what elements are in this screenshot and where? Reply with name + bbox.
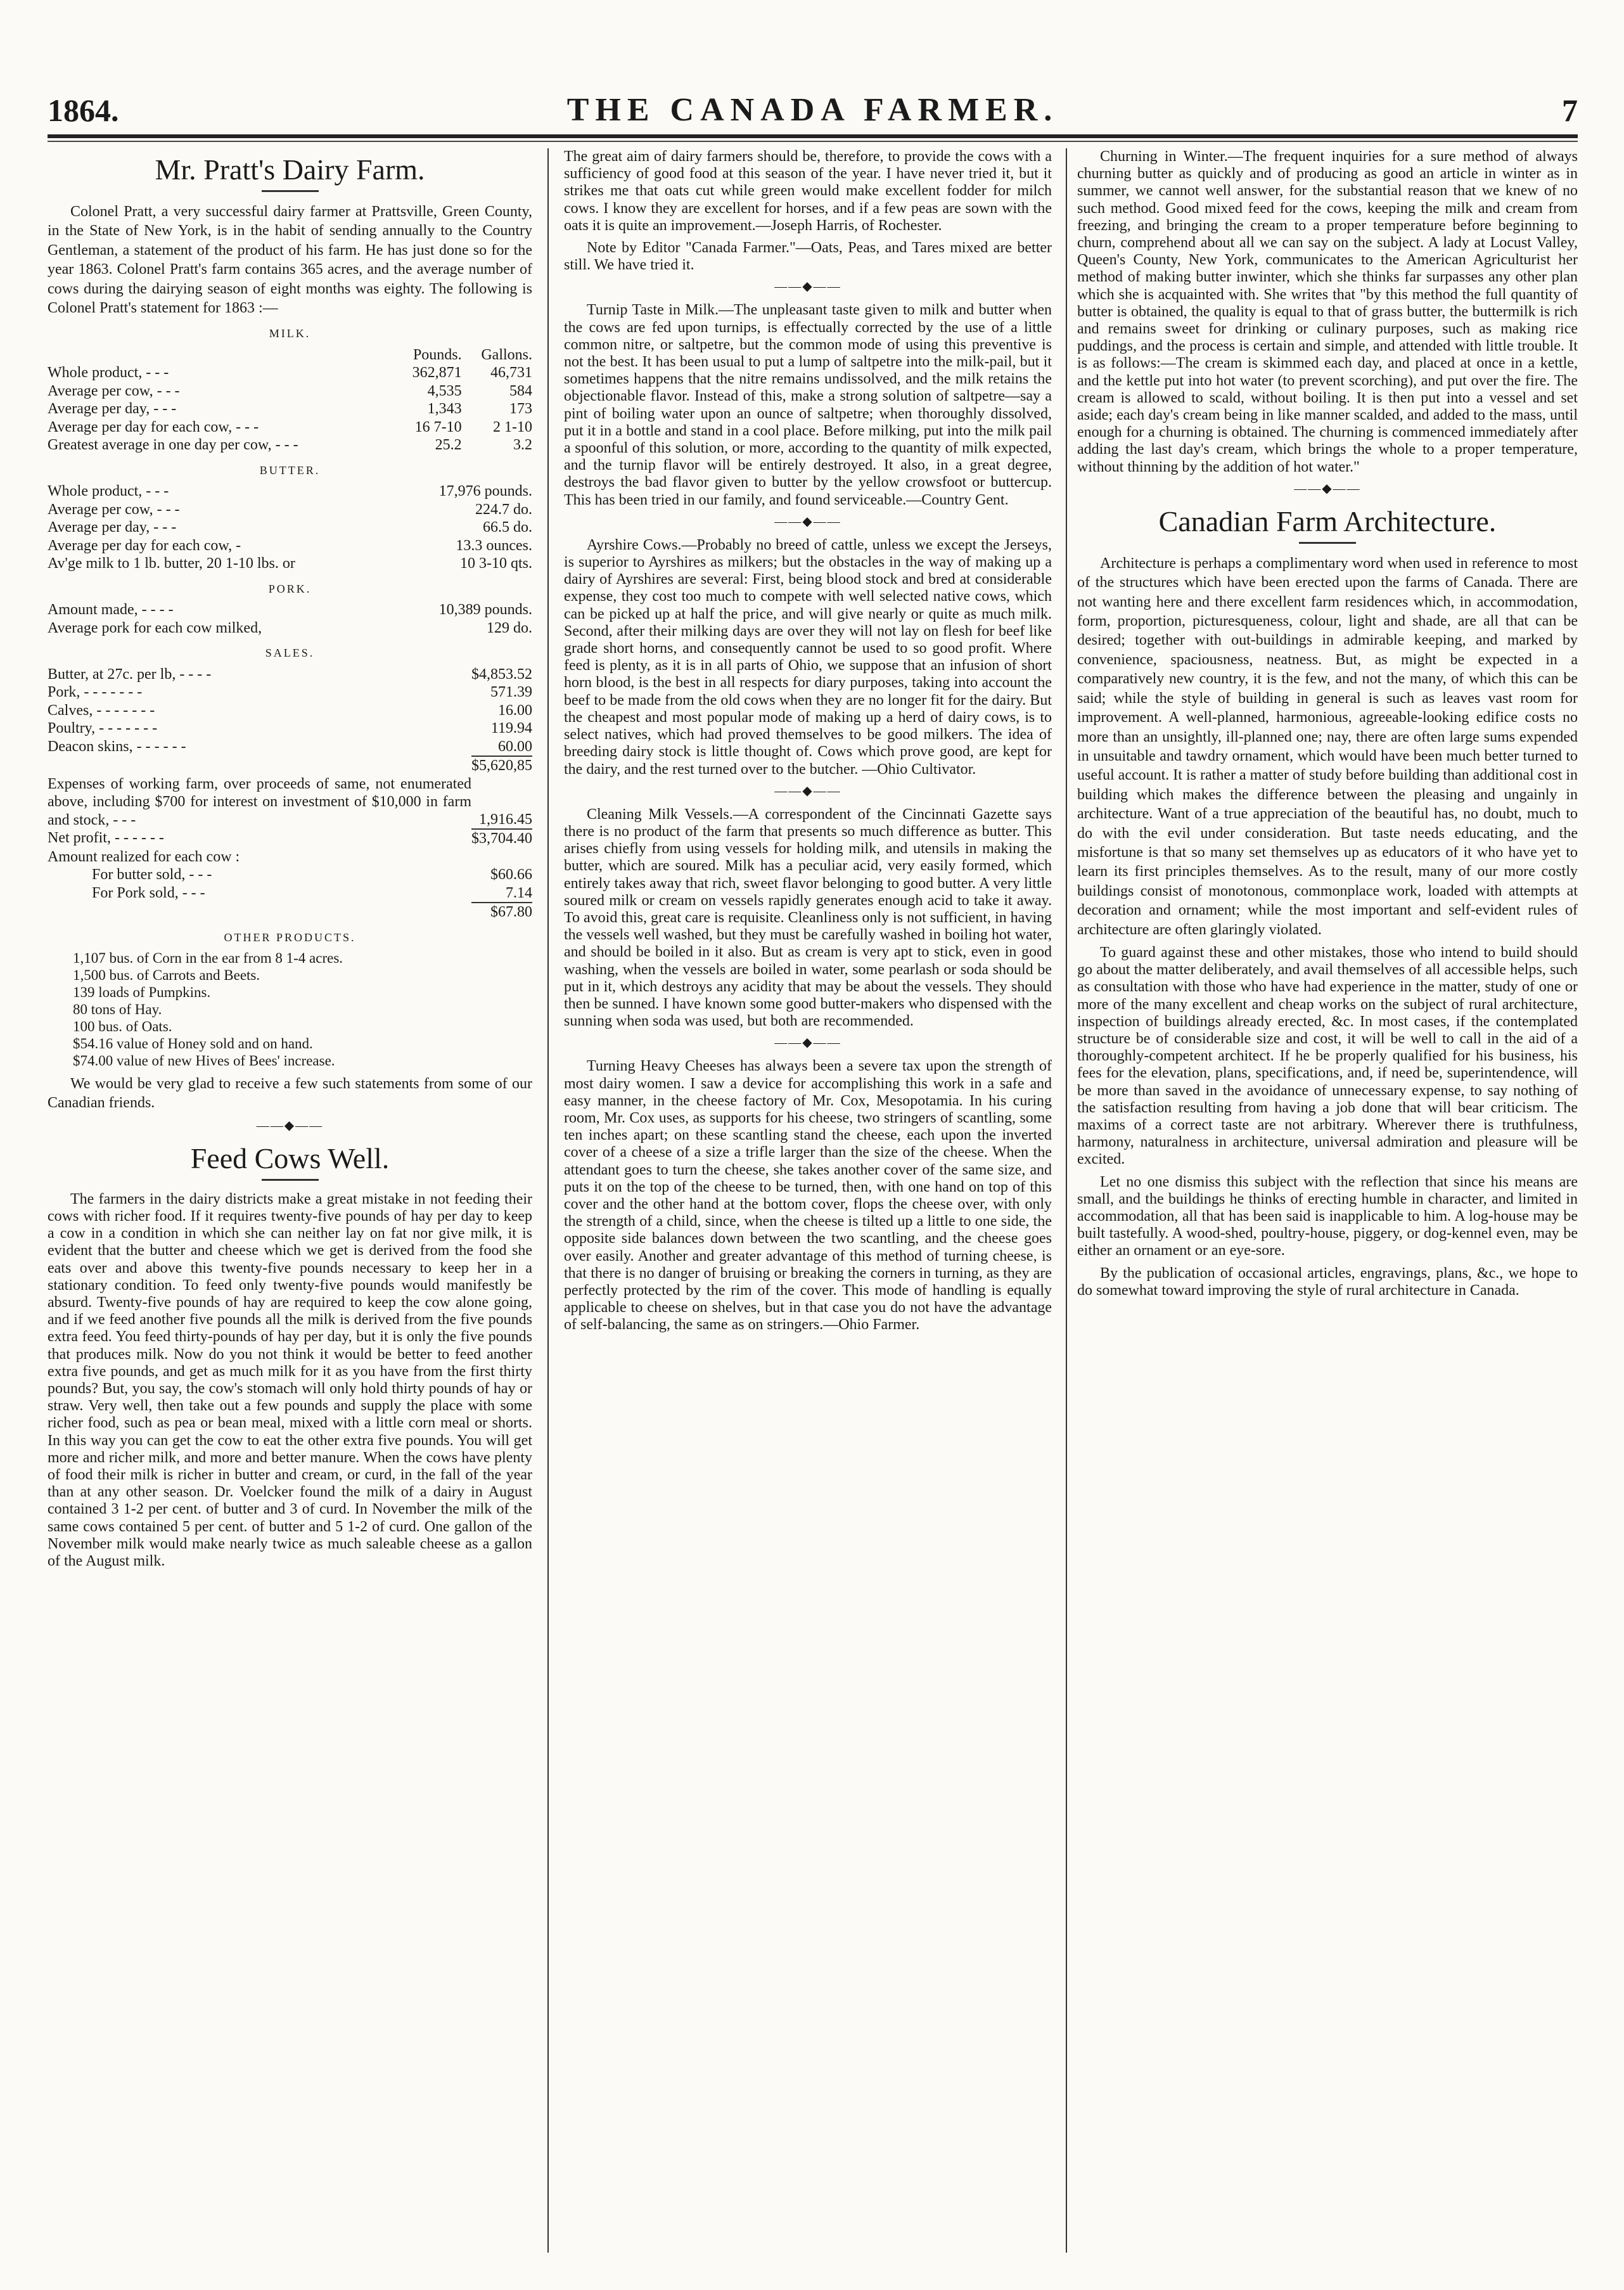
architecture-paragraph: By the publication of occasional articles, engravings, plans, &c., we hope to do somewhat toward improving the style of rural architecture in Canada. <box>1077 1264 1578 1299</box>
row-value: 60.00 <box>498 738 532 755</box>
table-row <box>48 702 532 720</box>
section-ornament: ——◆—— <box>1294 481 1361 496</box>
sales-total-row <box>48 756 532 775</box>
row-label: Butter, at 27c. per lb, - - - - <box>48 666 212 683</box>
row-value: 10,389 pounds. <box>438 601 532 619</box>
column-2 <box>564 148 1052 2253</box>
article-title-architecture: Canadian Farm Architecture. <box>1158 505 1497 537</box>
newspaper-title: THE CANADA FARMER. <box>566 92 1059 128</box>
section-ornament: ——◆—— <box>774 1036 841 1050</box>
table-row <box>48 738 532 757</box>
row-label: Av'ge milk to 1 lb. butter, 20 1-10 lbs. or <box>48 555 295 572</box>
row-value: $4,853.52 <box>471 666 532 683</box>
row-label: Deacon skins, - - - - - - <box>48 738 186 755</box>
row-gallons: 173 <box>509 401 532 418</box>
ayrshire-text: Ayrshire Cows.—Probably no breed of cattle, unless we except the Jerseys, is superior to Ayrshires as milkers; but the obstacles in the way of making up a dairy of Ayrshires are several: First, being blood stock and bred at considerable expense, they cost too much to compete with well selected native cows, which can be picked up at half the price, and will give nearly or quite as much milk. Second, after their milking days are over they will not lay on flesh for beef like grade short horns, and consequently cannot be used to so good profit. Where feed is plenty, as it is in all parts of Ohio, we suppose that an infusion of short horn blood, is the best in all respects for diary purposes, taking into account the beef to be made from the old cows when they are no longer fit for the dairy. But the cheapest and most popular mode of making up a herd of dairy cows, is to select natives, which had proved themselves to be good milkers. The idea of breeding dairy stock is little thought of. Cows which prove good, are kept for the dairy, and the rest turned over to the butcher. —Ohio Cultivator. <box>564 536 1052 778</box>
sales-table <box>48 666 532 922</box>
cleaning-text: Cleaning Milk Vessels.—A correspondent of the Cincinnati Gazette says there is no product of the farm that presents so much difference as butter. This arises chiefly from using vessels for holding milk, and utensils in making the butter, which are soured. Milk has a peculiar acid, very easily formed, which entirely takes away that rich, sweet flavor belonging to good butter. A very little soured milk or cream on vessels rapidly generates enough acid to take it away. To avoid this, great care is requisite. Cleanliness only is not sufficient, in having the vessels well washed, but they must be carefully washed in boiling hot water, and should be boiled in it also. But as cream is very apt to stick, even in good washing, when the vessels are boiled in water, some pearlash or soda should be put in it, which destroys any acidity that may be about the vessels. They should then be sunned. I have known some good butter-makers who dispensed with the sunning when soda was used, but both are recommended. <box>564 806 1052 1030</box>
row-label: Whole product, - - - <box>48 483 169 500</box>
architecture-paragraph: Let no one dismiss this subject with the reflection that since his means are small, and the buildings he thinks of erecting humble in character, and limited in accommodation, all that has been said is inapplicable to him. A log-house may be built tastefully. A wood-shed, poultry-house, piggery, or dog-kennel even, may be either an ornament or an eye-sore. <box>1077 1173 1578 1259</box>
row-value: 66.5 do. <box>483 519 532 536</box>
table-row <box>48 400 532 418</box>
row-value: 224.7 do. <box>475 501 532 518</box>
list-item: 80 tons of Hay. <box>73 1001 162 1017</box>
feed-text: The farmers in the dairy districts make a great mistake in not feeding their cows with richer food. If it requires twenty-five pounds of hay per day to keep a cow in a condition in which she can neither lay on fat nor give milk, it is evident that the butter and cheese which we get is derived from the food she eats over and above this twenty-five pounds necessary to keep her in a stationary condition. To feed only twenty-five pounds would manifestly be absurd. Twenty-five pounds of hay are required to keep the cow alone going, and if we feed another five pounds all the milk is derived from the five pounds extra feed. You feed thirty-pounds of hay per day, but it is only the five pounds that produces milk. Now do you not think it would be better to feed another extra five pounds, and get as much milk for it as you have from the first thirty pounds? But, you say, the cow's stomach will only hold thirty pounds of hay or straw. Very well, then take out a few pounds and supply the place with some richer food, such as pea or bean meal, mixed with a little corn meal or shorts. In this way you can get the cow to eat the other extra five pounds. You will get more and richer milk, and more and better manure. When the cows have plenty of food their milk is richer in butter and cream, or curd, in the fall of the year than at any other season. Dr. Voelcker found the milk of a dairy in August contained 3 1-2 per cent. of butter and 3 of curd. In November the milk of the same cows contained 5 per cent. of butter and 5 1-2 of curd. One gallon of the November milk would make nearly twice as much saleable cheese as a gallon of the August milk. <box>48 1190 532 1570</box>
turnip-text: Turnip Taste in Milk.—The unpleasant taste given to milk and butter when the cows are fed upon turnips, is effectually corrected by the use of a little common nitre, or saltpetre, but the common mode of using this preventive is not the best. It has been usual to put a lump of saltpetre into the milk-pail, but it sometimes happens that the nitre remains undissolved, and the milk retains the objectionable flavor. Instead of this, make a strong solution of saltpetre—say a pint of boiling water upon an ounce of saltpetre; when thoroughly dissolved, put it in a bottle and stand in a cool place. Before milking, put into the milk pail a spoonful of this solution, or more, according to the quantity of milk expected, and the turnip flavor will be entirely destroyed. It also, in a great degree, destroys the bad flavor given to butter by the yellow crowsfoot or buttercup. This has been tried in our family, and found serviceable.—Country Gent. <box>564 302 1052 508</box>
list-item: $74.00 value of new Hives of Bees' increase. <box>73 1052 335 1069</box>
feed-continued: The great aim of dairy farmers should be, therefore, to provide the cows with a sufficiency of good food at this season of the year. I have never tried it, but it strikes me that oats cut while green would make excellent fodder for milch cows. I know they are excellent for horses, and if a few peas are sown with the oats it is quite an improvement.—Joseph Harris, of Rochester. <box>564 148 1052 234</box>
col-header-gallons: Gallons. <box>481 346 532 363</box>
row-label: For butter sold, - - - <box>92 866 212 884</box>
table-row <box>48 666 532 684</box>
other-products-heading: OTHER PRODUCTS. <box>224 930 356 944</box>
cheeses-text: Turning Heavy Cheeses has always been a severe tax upon the strength of most dairy women. I saw a device for accomplishing this work in a safe and easy manner, in the cheese factory of Mr. Cox, Mesopotamia. In his curing room, Mr. Cox uses, as supports for his cheese, two stringers of scantling, some ten inches apart; on these scantling stand the cheese, each upon the inverted cover of a cheese of a size a trifle larger than the size of the cheese. When the attendant goes to turn the cheese, she takes another cover of the same size, and puts it on the top of the cheese to be turned, then, with one hand on top of this cover and the other hand at the bottom cover, flops the cheese over, with only the strength of a child, since, when the cheese is tilted up a little to one side, the opposite side balances down between the two scantling, and the cheese goes over easily. Another and greater advantage of this method of turning cheese, is that there is no danger of bruising or breaking the corners in turning, as they are perfectly protected by the rim of the cover. This mode of handling is equally applicable to cheese on shelves, but in that case you do not have the advantage of self-balancing, the same as on stringers.—Ohio Farmer. <box>564 1058 1052 1334</box>
row-value: 10 3-10 qts. <box>460 555 532 572</box>
row-label: Poultry, - - - - - - - <box>48 720 158 737</box>
row-pounds: 16 7-10 <box>414 418 462 435</box>
row-gallons: 3.2 <box>513 437 532 454</box>
list-item: 139 loads of Pumpkins. <box>73 984 211 1000</box>
row-label: Average per day, - - - <box>48 401 177 418</box>
row-label: Pork, - - - - - - - <box>48 684 143 701</box>
row-gallons: 584 <box>509 382 532 399</box>
table-row <box>48 866 532 884</box>
row-label: Average per cow, - - - <box>48 382 180 399</box>
churning-text: Churning in Winter.—The frequent inquiries for a sure method of always churning butter as quickly and of producing as good an article in winter as in summer, we cannot well answer, for the substantial reason that we knew of no such method. Good mixed feed for the cows, keeping the milk and cream from freezing, and bringing the cream to a proper temperature before beginning to churn, comprehend about all we can say on the subject. A lady at Locust Valley, Queen's County, New York, communicates to the American Agriculturist her method of making butter inwinter, which she thinks far surpasses any other plan which she is acquainted with. She writes that "by this method the full quantity of butter is obtained, the quality is equal to that of grass butter, the buttermilk is rich and remains sweet for drinking or culinary purposes, such as making rice puddings, and the process is certain and simple, and attended with little trouble. It is as follows:—The cream is skimmed each day, and placed at once in a kettle, and the kettle put into hot water (to prevent scorching), and put over the fire. The cream is allowed to scald, without boiling. It is then put into a vessel and set aside; each day's cream being in like manner scalded, and added to the mass, until enough for a churning is obtained. The churning is commenced immediately after adding the last day's cream, which brings the whole to a proper temperature, without thinning by the addition of hot water." <box>1077 148 1578 475</box>
table-row <box>48 418 532 437</box>
list-item: 1,500 bus. of Carrots and Beets. <box>73 967 260 983</box>
table-row <box>48 555 532 573</box>
per-cow-total: $67.80 <box>471 903 532 922</box>
per-cow-label-row <box>48 848 532 866</box>
sales-total: $5,620,85 <box>471 757 532 775</box>
title-rule <box>1299 542 1356 544</box>
row-label: Calves, - - - - - - - <box>48 702 155 719</box>
row-label: Greatest average in one day per cow, - - - <box>48 437 298 454</box>
row-gallons: 46,731 <box>490 364 532 382</box>
row-pounds: 1,343 <box>427 401 462 418</box>
row-value: 1,916.45 <box>479 811 532 828</box>
row-label: Net profit, - - - - - - <box>48 830 164 847</box>
row-value: 13.3 ounces. <box>456 537 532 554</box>
other-products-list <box>73 949 532 1069</box>
architecture-paragraph: Architecture is perhaps a complimentary word when used in reference to most of the structures which have been erected upon the farms of Canada. There are not wanting here and there excellent farm residences which, in accommodation, form, proportion, picturesqueness, colour, light and shade, are all that can be desired; together with out-buildings in admirable keeping, and marked by convenience, spaciousness, neatness. But, as might be expected in a comparatively new country, it is the few, and not the many, of which this can be said; while the style of building in general is such as leaves vast room for improvement. A well-planned, harmonious, agreeable-looking edifice costs no more than an unsightly, ill-planned one; nay, there are often large sums expended in unsuitable and tawdry ornament, which would have been much better turned to useful account. It is rather a matter of study before building than additional cost in building which makes the difference between the pleasing and ungainly in architecture. Want of a true appreciation of the beautiful has, no doubt, much to do with the evil under consideration. But taste needs educating, and the misfortune is that so many set themselves up as educators of it who have yet to learn its first principles themselves. As to the result, many of our more costly buildings consist of monotonous, commonplace work, loaded with attempts at decoration and ornament; while the most important and self-evident rules of architecture are often glaringly violated. <box>1077 555 1578 938</box>
article-title-pratt: Mr. Pratt's Dairy Farm. <box>155 153 425 186</box>
milk-table <box>48 346 532 454</box>
row-pounds: 25.2 <box>435 437 462 454</box>
table-row <box>48 537 532 555</box>
table-row <box>48 884 532 903</box>
row-label: Expenses of working farm, over proceeds of same, not enumerated above, including $700 for interest on investment of $10,000 in farm and stock, - - - <box>48 775 471 828</box>
row-label: Average per cow, - - - <box>48 501 180 518</box>
section-ornament: ——◆—— <box>774 783 841 798</box>
net-profit-row <box>48 829 532 848</box>
per-cow-total-row <box>48 903 532 922</box>
row-label: Average per day, - - - <box>48 519 177 536</box>
editor-note: Note by Editor "Canada Farmer."—Oats, Peas, and Tares mixed are better still. We have tried it. <box>564 240 1052 274</box>
section-ornament: ——◆—— <box>774 514 841 529</box>
row-label: For Pork sold, - - - <box>92 884 205 901</box>
table-row <box>48 719 532 738</box>
table-row <box>48 436 532 454</box>
row-label: Amount realized for each cow : <box>48 848 240 865</box>
list-item: 100 bus. of Oats. <box>73 1018 172 1034</box>
pork-table <box>48 601 532 637</box>
row-label: Average per day for each cow, - <box>48 537 241 554</box>
sales-heading: SALES. <box>265 646 315 660</box>
butter-table <box>48 482 532 573</box>
row-label: Amount made, - - - - <box>48 601 174 619</box>
section-ornament: ——◆—— <box>774 280 841 294</box>
row-value: 7.14 <box>506 884 532 901</box>
column-3 <box>1077 148 1578 2253</box>
table-row <box>48 601 532 619</box>
row-label: Average pork for each cow milked, <box>48 619 262 636</box>
table-row <box>48 382 532 401</box>
masthead <box>48 87 1578 133</box>
architecture-paragraph: To guard against these and other mistakes, those who intend to build should go about the matter deliberately, and avail themselves of all accessible helps, such as consultation with those who have had experience in the matter, study of one or more of the many excellent and cheap works on the subject of rural architecture, inspection of buildings already erected, &c. In most cases, if the contemplated structure be of considerable size and cost, it will be well to call in the aid of a thoroughly-competent architect. If he be properly qualified for his business, his fees for the elevation, plans, specifications, and, if need be, superintendence, will be more than saved in the avoidance of unnecessary expense, to say nothing of the satisfaction resulting from having a job done that will bear criticism. The maxims of a correct taste are not arbitrary. Wherever there is truthfulness, harmony, naturalness in architecture, universal admiration and pleasure will be excited. <box>1077 944 1578 1168</box>
masthead-rule-thin <box>48 141 1578 142</box>
row-pounds: 362,871 <box>412 364 462 382</box>
butter-heading: BUTTER. <box>259 463 321 477</box>
column-divider <box>547 148 549 2253</box>
row-value: 16.00 <box>498 702 532 719</box>
pratt-intro: Colonel Pratt, a very successful dairy farmer at Prattsville, Green County, in the State of New York, is in the habit of sending annually to the Country Gentleman, a statement of the product of his farm. He has just done so for the year 1863. Colonel Pratt's farm contains 365 acres, and the average number of cows during the dairying season of eight months was eighty. The following is Colonel Pratt's statement for 1863 :— <box>48 203 532 317</box>
table-row <box>48 518 532 537</box>
expenses-row <box>48 775 532 830</box>
row-gallons: 2 1-10 <box>493 418 532 435</box>
page-number: 7 <box>1562 93 1578 128</box>
table-row <box>48 683 532 702</box>
row-value: $60.66 <box>490 866 532 884</box>
table-header-row <box>48 346 532 364</box>
list-item: $54.16 value of Honey sold and on hand. <box>73 1035 313 1052</box>
row-label: Whole product, - - - <box>48 364 169 382</box>
column-1 <box>48 148 532 2253</box>
list-item: 1,107 bus. of Corn in the ear from 8 1-4 acres. <box>73 949 343 966</box>
row-value: 129 do. <box>487 619 532 636</box>
pork-heading: PORK. <box>268 582 312 595</box>
row-value: $3,704.40 <box>471 830 532 847</box>
column-divider <box>1066 148 1067 2253</box>
milk-heading: MILK. <box>269 327 311 340</box>
table-row <box>48 364 532 382</box>
row-value: 119.94 <box>490 720 532 737</box>
article-title-feed: Feed Cows Well. <box>190 1142 390 1174</box>
table-row <box>48 619 532 638</box>
row-value: 17,976 pounds. <box>438 483 532 500</box>
title-rule <box>262 1179 319 1181</box>
issue-year: 1864. <box>48 93 119 128</box>
row-value: 571.39 <box>490 684 532 701</box>
table-row <box>48 482 532 501</box>
row-label: Average per day for each cow, - - - <box>48 418 259 435</box>
col-header-pounds: Pounds. <box>412 346 462 363</box>
table-row <box>48 501 532 519</box>
masthead-rule <box>48 134 1578 138</box>
section-ornament: ——◆—— <box>256 1118 324 1133</box>
row-pounds: 4,535 <box>427 382 462 399</box>
title-rule <box>262 190 319 192</box>
pratt-closing: We would be very glad to receive a few such statements from some of our Canadian friends. <box>48 1075 532 1112</box>
